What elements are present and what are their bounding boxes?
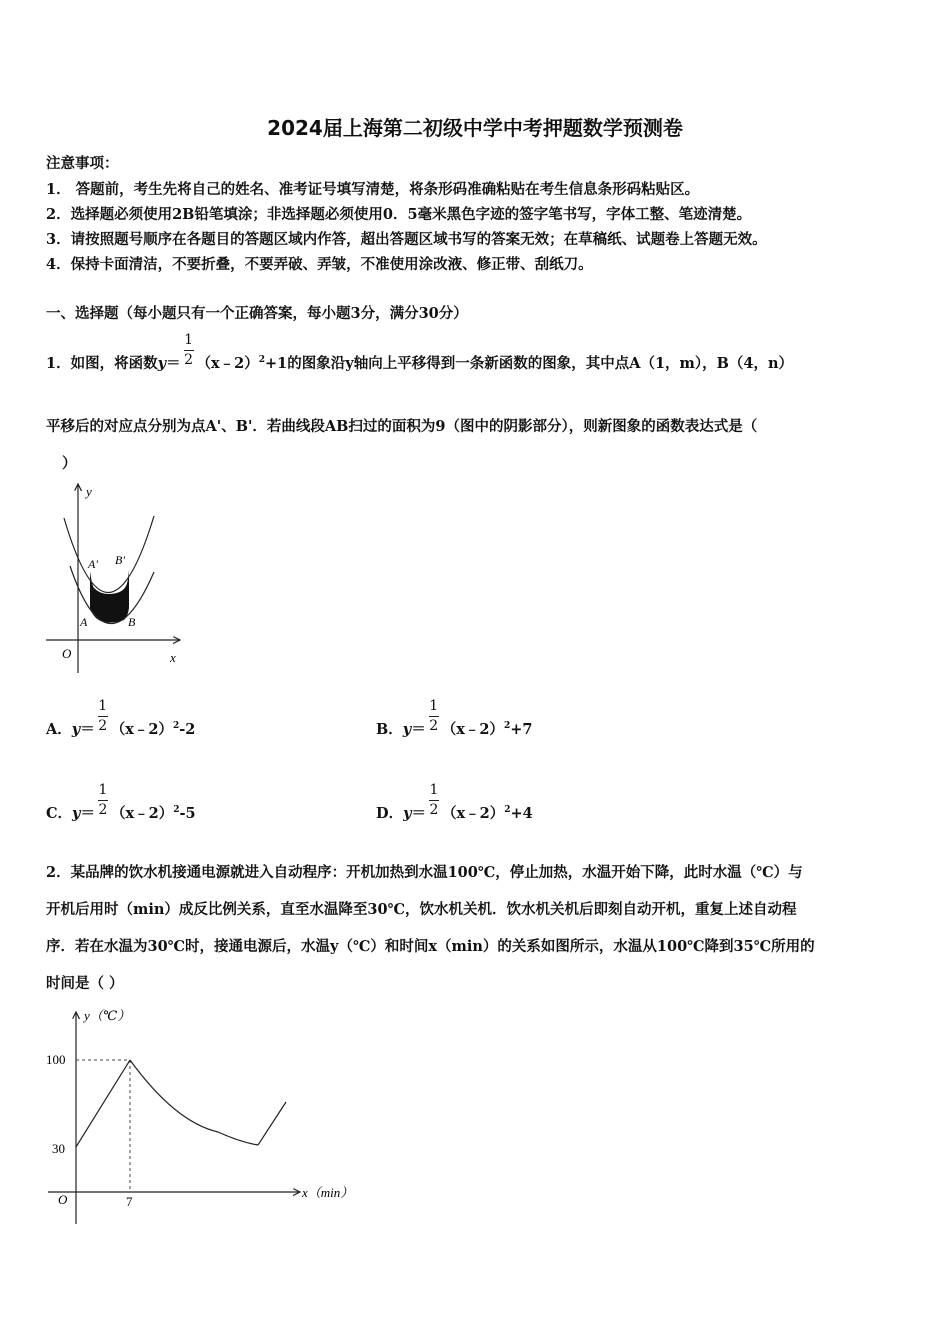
q1-point-b: B [128,615,136,629]
option-c-y: y [72,805,81,822]
option-c-exp: 2 [173,805,180,816]
option-c-num: 1 [98,781,108,798]
q1-x-label: x [170,650,176,665]
option-d-tail: +4 [510,805,533,822]
q2-line1: 2．某品牌的饮水机接通电源就进入自动程序：开机加热到水温100℃，停止加热，水温开始下降，此时水温（℃）与 [46,864,803,881]
option-d-num: 1 [429,781,439,798]
option-a-num: 1 [98,697,108,714]
q2-cooling-curve [130,1060,258,1145]
q2-y-label: y（℃） [84,1008,131,1023]
option-c-fraction [97,781,109,823]
q2-reheating-line [258,1102,286,1145]
notice-item-3: 3．请按照题号顺序在各题目的答题区域内作答，超出答题区域书写的答案无效；在草稿纸、试题卷上答题无效。 [46,231,767,248]
option-a-eq: ＝ [80,721,95,738]
q1-tail: +1的图象沿y轴向上平移得到一条新函数的图象，其中点A（1，m），B（4，n） [265,355,794,372]
option-a-den: 2 [98,717,108,734]
option-d-letter: D． [376,805,404,822]
q1-option-b [376,697,533,739]
option-c-tail: -5 [179,805,196,822]
option-a-exp: 2 [172,721,180,732]
option-a-fraction [97,697,109,739]
option-d-expr: （x﹣2） [442,805,505,822]
option-b-bar [429,716,439,717]
option-c-eq: ＝ [80,805,95,822]
q1-line1 [46,331,794,373]
notice-item-2: 2．选择题必须使用2B铅笔填涂；非选择题必须使用0．5毫米黑色字迹的签字笔书写，字体工整、笔迹清楚。 [46,206,752,223]
q1-line2: 平移后的对应点分别为点A'、B'．若曲线段AB扫过的面积为9（图中的阴影部分），则新图象的函数表达式是（ [46,418,758,435]
option-d-bar [429,800,439,801]
q2-x-label: x（min） [302,1185,354,1200]
notice-item-1: 1． 答题前，考生先将自己的姓名、准考证号填写清楚，将条形码准确粘贴在考生信息条形码粘贴区。 [46,181,700,198]
q1-exp: 2 [258,355,266,366]
option-b-exp: 2 [503,721,511,732]
option-c-den: 2 [98,801,108,818]
option-b-eq: ＝ [411,721,426,738]
option-b-num: 1 [429,697,439,714]
q1-option-d [376,781,533,823]
notice-heading: 注意事项： [46,155,119,172]
q1-expr: （x﹣2） [196,355,259,372]
option-a-y: y [71,721,81,738]
option-b-letter: B． [376,721,403,738]
page-title: 2024届上海第二初级中学中考押题数学预测卷 [267,116,683,140]
notice-item-4: 4．保持卡面清洁，不要折叠，不要弄破、弄皱，不准使用涂改液、修正带、刮纸刀。 [46,256,593,273]
q1-lead: 1．如图，将函数 [46,355,158,372]
option-a-expr: （x﹣2） [110,721,173,738]
option-d-den: 2 [429,801,439,818]
q2-graph [40,1004,370,1229]
q1-frac-den: 2 [184,351,193,368]
option-d-exp: 2 [504,805,511,816]
q1-frac-bar [184,350,194,351]
q1-point-a-prime: A' [88,557,98,571]
q1-fraction [183,331,195,373]
q2-y-tick-30: 30 [52,1141,65,1156]
q2-x-tick-7: 7 [126,1194,133,1209]
q1-graph [42,478,192,678]
option-c-bar [98,800,108,801]
section-heading: 一、选择题（每小题只有一个正确答案，每小题3分，满分30分） [46,305,468,322]
q1-option-c [46,781,196,823]
q1-y-label: y [86,484,92,499]
option-a-tail: -2 [179,721,196,738]
option-b-fraction [428,697,440,739]
option-d-eq: ＝ [411,805,427,822]
option-b-y: y [402,721,412,738]
option-b-den: 2 [429,717,439,734]
q2-heating-line [76,1060,130,1147]
option-a-bar [98,716,108,717]
q1-eq: ＝ [166,355,181,372]
q2-origin: O [58,1192,68,1207]
q2-line2: 开机后用时（min）成反比例关系，直至水温降至30℃，饮水机关机．饮水机关机后即刻自动开机，重复上述自动程 [46,901,797,918]
option-c-expr: （x﹣2） [110,805,174,822]
q1-origin: O [62,646,72,661]
q1-shaded-region [90,570,129,623]
q2-y-tick-100: 100 [46,1052,66,1067]
q1-y: y [157,355,167,372]
q1-frac-num: 1 [184,331,193,348]
q2-line3: 序．若在水温为30℃时，接通电源后，水温y（℃）和时间x（min）的关系如图所示，水温从100℃降到35℃所用的 [46,938,815,955]
q1-option-a [46,697,196,739]
q2-line4: 时间是（ ） [46,975,124,992]
q1-point-a: A [80,615,88,629]
q1-line3: ） [62,455,77,472]
option-a-letter: A． [46,721,72,738]
option-d-fraction [428,781,440,823]
q1-point-b-prime: B' [115,553,125,567]
option-b-expr: （x﹣2） [441,721,504,738]
option-c-letter: C． [46,805,73,822]
option-b-tail: +7 [510,721,533,738]
option-d-y: y [403,805,412,822]
